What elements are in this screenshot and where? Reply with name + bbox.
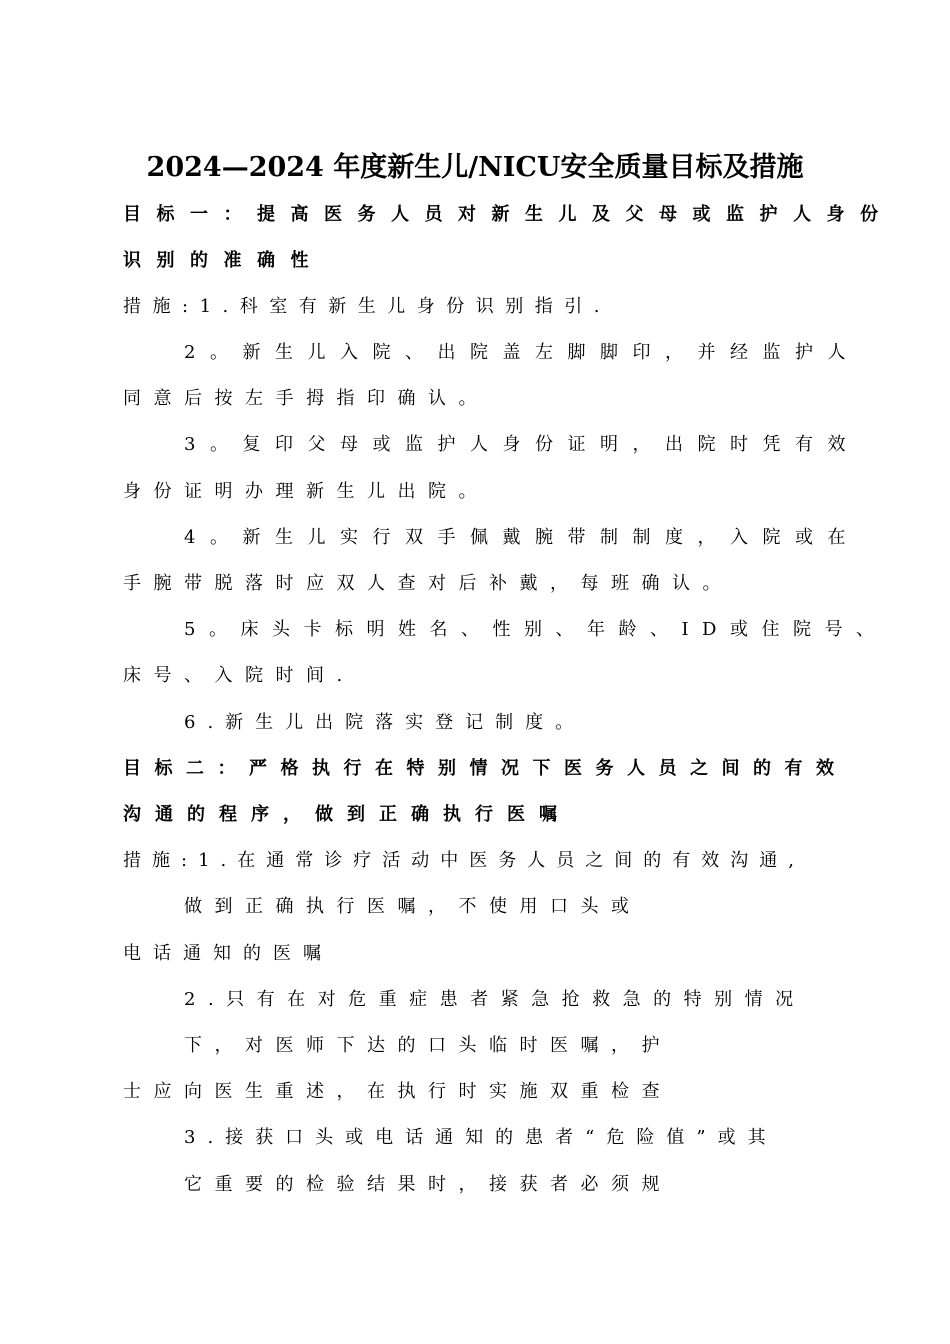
measure-2-2-cont2: 士应向医生重述，在执行时实施双重检查 xyxy=(123,1081,672,1102)
goal-2-heading-cont: 沟通的程序，做到正确执行医嘱 xyxy=(123,804,571,825)
measure-1-6: 6.新生儿出院落实登记制度。 xyxy=(184,712,586,733)
measure-2-1: 措施:1.在通常诊疗活动中医务人员之间的有效沟通, xyxy=(123,850,805,871)
measure-2-2: 2.只有在对危重症患者紧急抢救急的特别情况 xyxy=(184,989,806,1010)
measure-2-3: 3.接获口头或电话通知的患者“危险值”或其 xyxy=(184,1127,778,1148)
goal-2-heading: 目标二：严格执行在特别情况下医务人员之间的有效 xyxy=(123,758,848,779)
measure-1-2-cont: 同意后按左手拇指印确认。 xyxy=(123,388,489,409)
measure-2-3-cont: 它重要的检验结果时，接获者必须规 xyxy=(184,1174,672,1195)
measure-2-1-cont2: 电话通知的医嘱 xyxy=(123,943,333,964)
measure-1-5: 5。床头卡标明姓名、性别、年龄、ID或住院号、 xyxy=(184,619,888,640)
measure-1-5-cont: 床号、入院时间. xyxy=(123,665,355,686)
measure-2-2-cont: 下，对医师下达的口头临时医嘱，护 xyxy=(184,1035,672,1056)
measure-1-4: 4。新生儿实行双手佩戴腕带制制度，入院或在 xyxy=(184,527,860,548)
measure-1-1: 措施:1.科室有新生儿身份识别指引. xyxy=(123,296,611,317)
measure-1-3-cont: 身份证明办理新生儿出院。 xyxy=(123,481,489,502)
goal-1-heading-cont: 识别的准确性 xyxy=(123,250,324,271)
document-title: 2024—2024 年度新生儿/NICU安全质量目标及措施 xyxy=(146,152,804,183)
goal-1-heading: 目标一：提高医务人员对新生儿及父母或监护人身份 xyxy=(123,204,894,225)
measure-1-4-cont: 手腕带脱落时应双人查对后补戴，每班确认。 xyxy=(123,573,733,594)
measure-2-1-cont: 做到正确执行医嘱，不使用口头或 xyxy=(184,896,642,917)
measure-1-3: 3。复印父母或监护人身份证明，出院时凭有效 xyxy=(184,434,860,455)
measure-1-2: 2。新生儿入院、出院盖左脚脚印，并经监护人 xyxy=(184,342,860,363)
